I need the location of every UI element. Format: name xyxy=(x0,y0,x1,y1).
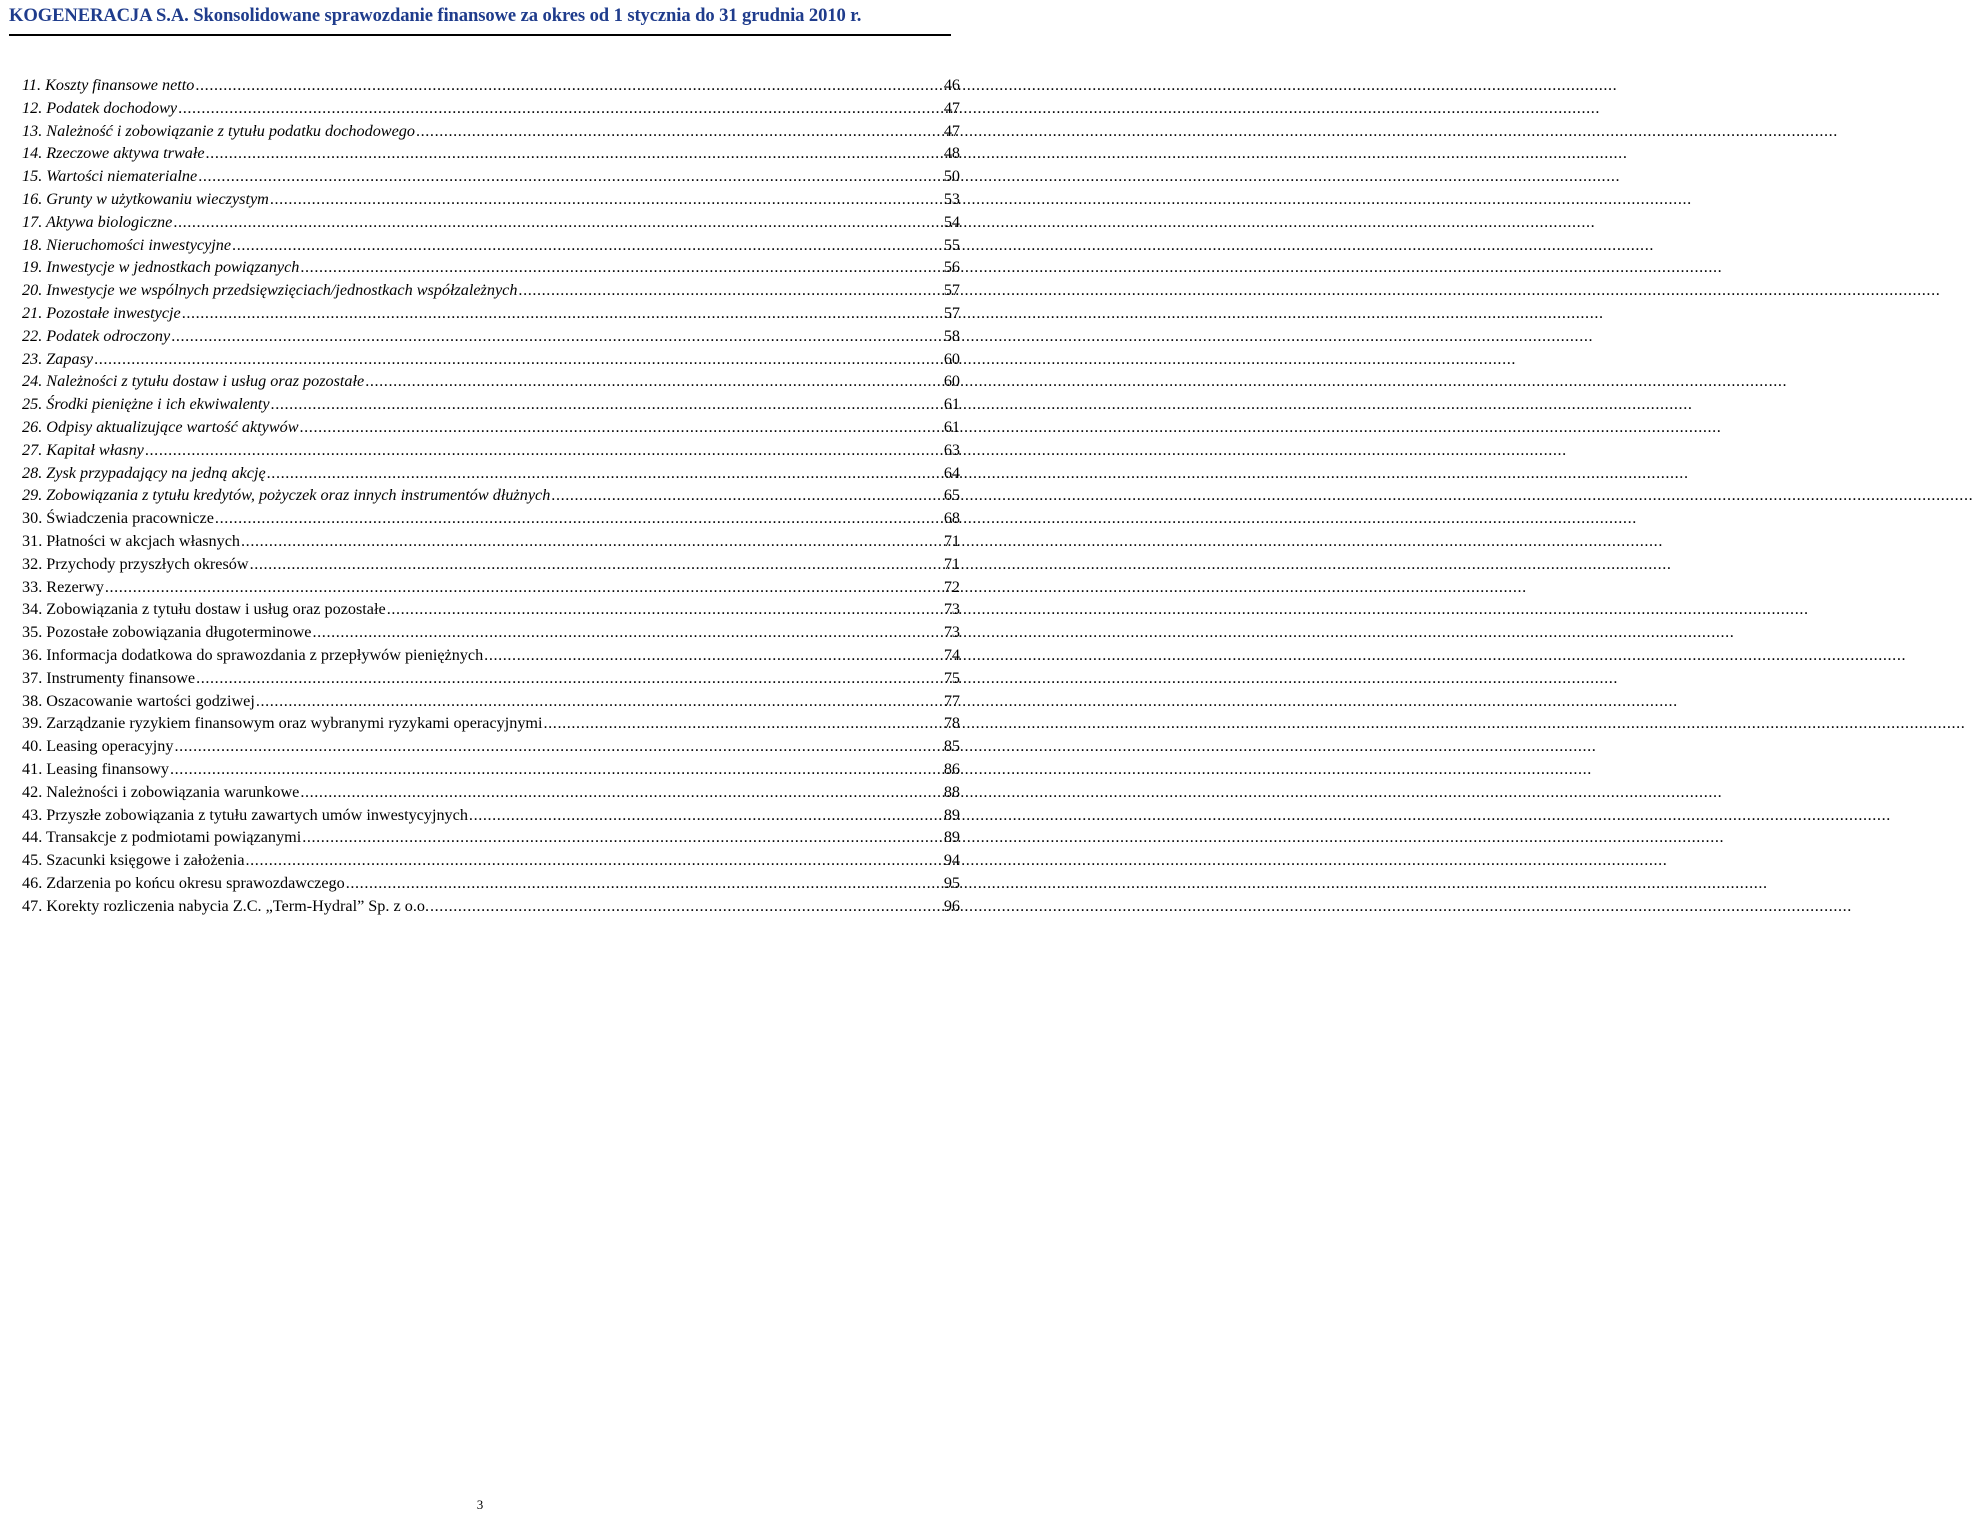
dot-leader xyxy=(182,302,938,325)
toc-entry-label: 38. Oszacowanie wartości godziwej xyxy=(22,691,255,710)
toc-entry[interactable] xyxy=(22,188,960,211)
dot-leader xyxy=(469,804,938,827)
toc-entry-label: 26. Odpisy aktualizujące wartość aktywów xyxy=(22,417,299,436)
toc-entry[interactable] xyxy=(22,553,960,576)
toc-entry-page: 60 xyxy=(943,349,960,368)
dot-leader xyxy=(302,826,938,849)
toc-entry[interactable] xyxy=(22,712,960,735)
toc-entry-page: 46 xyxy=(943,76,960,94)
toc-entry-label: 27. Kapitał własny xyxy=(22,440,144,459)
toc-entry[interactable] xyxy=(22,530,960,553)
dot-leader xyxy=(174,735,938,758)
dot-leader xyxy=(271,393,938,416)
toc-entry[interactable] xyxy=(22,621,960,644)
toc-entry[interactable] xyxy=(22,348,960,371)
toc-entry-label: 28. Zysk przypadający na jedną akcję xyxy=(22,463,266,482)
dot-leader xyxy=(256,690,938,713)
toc-entry-page: 94 xyxy=(943,851,960,870)
toc-entry-label: 25. Środki pieniężne i ich ekwiwalenty xyxy=(22,395,270,414)
page-header xyxy=(9,4,951,36)
dot-leader xyxy=(173,211,938,234)
toc-entry[interactable] xyxy=(22,484,960,507)
dot-leader xyxy=(198,165,938,188)
dot-leader xyxy=(105,576,938,599)
toc-entry-page: 56 xyxy=(943,258,960,277)
toc-entry-page: 47 xyxy=(943,98,960,117)
dot-leader xyxy=(250,553,938,576)
toc-entry-label: 47. Korekty rozliczenia nabycia Z.C. „Term-Hydral” Sp. z o.o. xyxy=(22,896,430,915)
toc-entry-page: 96 xyxy=(943,896,960,915)
dot-leader xyxy=(430,895,938,918)
dot-leader xyxy=(94,348,938,371)
toc-entry[interactable] xyxy=(22,416,960,439)
dot-leader xyxy=(170,758,938,781)
toc-entry-page: 89 xyxy=(943,828,960,847)
dot-leader xyxy=(346,872,938,895)
toc-entry-page: 53 xyxy=(943,189,960,208)
toc-entry-page: 88 xyxy=(943,782,960,801)
dot-leader xyxy=(300,416,938,439)
toc-entry[interactable] xyxy=(22,325,960,348)
toc-entry-label: 35. Pozostałe zobowiązania długoterminowe xyxy=(22,623,312,642)
toc-entry[interactable] xyxy=(22,644,960,667)
toc-entry[interactable] xyxy=(22,507,960,530)
toc-entry-page: 77 xyxy=(943,691,960,710)
toc-entry[interactable] xyxy=(22,804,960,827)
toc-entry-page: 64 xyxy=(943,463,960,482)
dot-leader xyxy=(232,234,938,257)
toc-entry-label: 46. Zdarzenia po końcu okresu sprawozdawczego xyxy=(22,873,345,892)
toc-entry[interactable] xyxy=(22,826,960,849)
toc-entry-label: 36. Informacja dodatkowa do sprawozdania z przepływów pieniężnych xyxy=(22,645,484,664)
toc-entry-label: 11. Koszty finansowe netto xyxy=(22,76,195,94)
dot-leader xyxy=(267,462,938,485)
toc-entry[interactable] xyxy=(22,302,960,325)
dot-leader xyxy=(215,507,938,530)
toc-entry-label: 15. Wartości niematerialne xyxy=(22,167,198,186)
toc-entry-page: 54 xyxy=(943,212,960,231)
toc-entry-page: 73 xyxy=(943,600,960,619)
toc-entry-label: 17. Aktywa biologiczne xyxy=(22,212,173,231)
toc-entry-page: 57 xyxy=(943,303,960,322)
toc-entry-page: 95 xyxy=(943,873,960,892)
dot-leader xyxy=(300,781,938,804)
toc-entry-page: 85 xyxy=(943,737,960,756)
toc-entry-page: 47 xyxy=(943,121,960,140)
toc-entry-label: 29. Zobowiązania z tytułu kredytów, pożyczek oraz innych instrumentów dłużnych xyxy=(22,486,551,505)
dot-leader xyxy=(387,598,938,621)
toc-entry-page: 65 xyxy=(943,486,960,505)
dot-leader xyxy=(270,188,938,211)
toc-entry[interactable] xyxy=(22,690,960,713)
toc-entry-label: 13. Należność i zobowiązanie z tytułu podatku dochodowego xyxy=(22,121,415,140)
toc-entry-page: 48 xyxy=(943,144,960,163)
toc-entry[interactable] xyxy=(22,120,960,143)
toc-entry[interactable] xyxy=(22,849,960,872)
toc-entry-page: 50 xyxy=(943,167,960,186)
toc-entry-label: 37. Instrumenty finansowe xyxy=(22,668,196,687)
dot-leader xyxy=(551,484,938,507)
toc-entry-label: 42. Należności i zobowiązania warunkowe xyxy=(22,782,300,801)
toc-entry[interactable] xyxy=(22,370,960,393)
toc-entry-page: 71 xyxy=(943,554,960,573)
toc-entry[interactable] xyxy=(22,781,960,804)
page-number: 3 xyxy=(476,1497,484,1512)
toc-entry-page: 73 xyxy=(943,623,960,642)
dot-leader xyxy=(416,120,938,143)
toc-entry-label: 23. Zapasy xyxy=(22,349,94,368)
toc-entry-label: 31. Płatności w akcjach własnych xyxy=(22,531,241,550)
toc-entry-page: 61 xyxy=(943,395,960,414)
toc-entry-label: 24. Należności z tytułu dostaw i usług oraz pozostałe xyxy=(22,372,365,391)
toc-entry[interactable] xyxy=(22,462,960,485)
toc-entry[interactable] xyxy=(22,74,960,97)
dot-leader xyxy=(171,325,938,348)
dot-leader xyxy=(196,667,938,690)
toc-entry-label: 45. Szacunki księgowe i założenia xyxy=(22,851,245,870)
toc-entry-page: 68 xyxy=(943,509,960,528)
dot-leader xyxy=(365,370,938,393)
toc-entry-label: 44. Transakcje z podmiotami powiązanymi xyxy=(22,828,302,847)
toc-entry[interactable] xyxy=(22,758,960,781)
toc-entry-page: 78 xyxy=(943,714,960,733)
toc-entry-label: 34. Zobowiązania z tytułu dostaw i usług oraz pozostałe xyxy=(22,600,386,619)
toc-entry-page: 86 xyxy=(943,759,960,778)
toc-entry[interactable] xyxy=(22,97,960,120)
dot-leader xyxy=(145,439,938,462)
toc-entry-page: 74 xyxy=(943,645,960,664)
toc-entry-label: 14. Rzeczowe aktywa trwałe xyxy=(22,144,205,163)
toc-entry[interactable] xyxy=(22,279,960,302)
dot-leader xyxy=(241,530,938,553)
dot-leader xyxy=(544,712,938,735)
toc-entry-page: 71 xyxy=(943,531,960,550)
toc-entry[interactable] xyxy=(22,576,960,599)
toc-entry[interactable] xyxy=(22,165,960,188)
table-of-contents xyxy=(22,74,960,917)
toc-entry-label: 16. Grunty w użytkowaniu wieczystym xyxy=(22,189,269,208)
dot-leader xyxy=(300,256,938,279)
toc-entry-label: 19. Inwestycje w jednostkach powiązanych xyxy=(22,258,300,277)
toc-entry-label: 33. Rezerwy xyxy=(22,577,104,596)
toc-entry-page: 60 xyxy=(943,372,960,391)
toc-entry-label: 39. Zarządzanie ryzykiem finansowym oraz wybranymi ryzykami operacyjnymi xyxy=(22,714,543,733)
toc-entry-label: 20. Inwestycje we wspólnych przedsięwzięciach/jednostkach współzależnych xyxy=(22,281,518,300)
toc-entry-label: 41. Leasing finansowy xyxy=(22,759,170,778)
toc-entry-label: 43. Przyszłe zobowiązania z tytułu zawartych umów inwestycyjnych xyxy=(22,805,468,824)
dot-leader xyxy=(313,621,939,644)
toc-entry-page: 58 xyxy=(943,326,960,345)
toc-entry-label: 12. Podatek dochodowy xyxy=(22,98,178,117)
toc-entry[interactable] xyxy=(22,735,960,758)
toc-entry-page: 75 xyxy=(943,668,960,687)
toc-entry-label: 40. Leasing operacyjny xyxy=(22,737,174,756)
toc-entry[interactable] xyxy=(22,142,960,165)
toc-entry-label: 18. Nieruchomości inwestycyjne xyxy=(22,235,232,254)
toc-entry-page: 72 xyxy=(943,577,960,596)
toc-entry-page: 89 xyxy=(943,805,960,824)
toc-entry-label: 22. Podatek odroczony xyxy=(22,326,171,345)
toc-entry[interactable] xyxy=(22,439,960,462)
dot-leader xyxy=(246,849,939,872)
toc-entry-label: 30. Świadczenia pracownicze xyxy=(22,509,214,528)
toc-entry[interactable] xyxy=(22,256,960,279)
toc-entry[interactable] xyxy=(22,872,960,895)
dot-leader xyxy=(195,74,938,97)
toc-entry-label: 21. Pozostałe inwestycje xyxy=(22,303,181,322)
toc-entry[interactable] xyxy=(22,667,960,690)
toc-entry-page: 57 xyxy=(943,281,960,300)
toc-entry[interactable] xyxy=(22,598,960,621)
dot-leader xyxy=(178,97,938,120)
document-title: KOGENERACJA S.A. Skonsolidowane sprawozdanie finansowe za okres od 1 stycznia do 31 grudnia 2010 r. xyxy=(9,5,862,26)
dot-leader xyxy=(206,142,938,165)
toc-entry[interactable] xyxy=(22,393,960,416)
toc-entry[interactable] xyxy=(22,211,960,234)
toc-entry-page: 55 xyxy=(943,235,960,254)
toc-entry[interactable] xyxy=(22,895,960,918)
toc-entry-page: 63 xyxy=(943,440,960,459)
toc-entry-label: 32. Przychody przyszłych okresów xyxy=(22,554,249,573)
dot-leader xyxy=(484,644,938,667)
dot-leader xyxy=(518,279,938,302)
toc-entry[interactable] xyxy=(22,234,960,257)
toc-entry-page: 61 xyxy=(943,417,960,436)
